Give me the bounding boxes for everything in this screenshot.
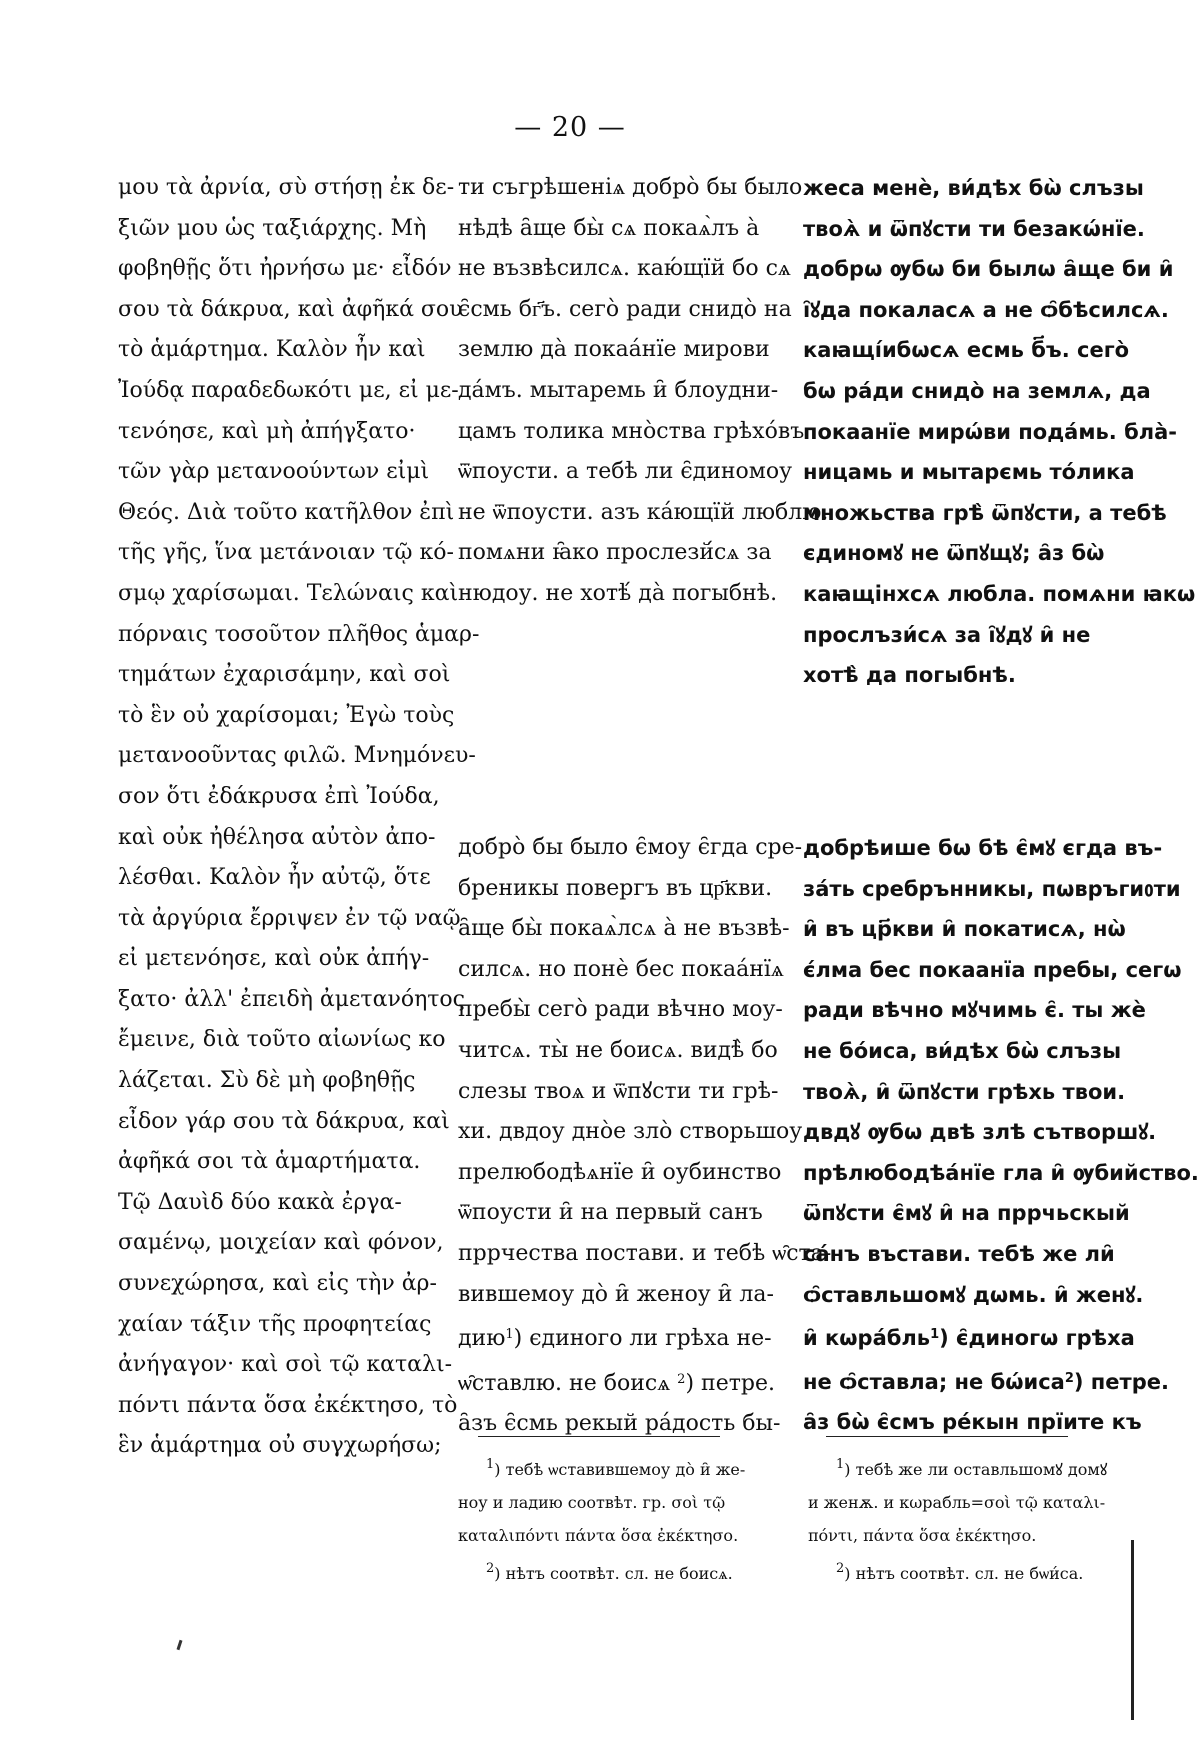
slavonic-a-line: силсѧ. но понѐ бес покаа́нїѧ — [458, 956, 784, 982]
slavonic-a-line: прелюбодѣѧнїе и̑ оубинство — [458, 1159, 782, 1185]
slavonic-b-line: ницамь и мытарємь то́лика — [803, 460, 1135, 485]
footnote-1 — [808, 1448, 1140, 1486]
footnote-divider — [826, 1436, 1068, 1437]
greek-line: φοβηθῇς ὅτι ἠρνήσω με· εἶδόν — [118, 256, 452, 282]
footnotes-b — [808, 1448, 1140, 1590]
greek-line: ἔμεινε, διὰ τοῦτο αἰωνίως κο — [118, 1027, 446, 1053]
slavonic-a-line: хи. двдоу дно̀е зло̀ створьшоу. — [458, 1119, 810, 1145]
greek-line: λάζεται. Σὺ δὲ μὴ φοβηθῇς — [118, 1068, 416, 1094]
slavonic-b-word: ) петре. — [1073, 1369, 1169, 1394]
footnote-number: 2 — [836, 1561, 845, 1576]
slavonic-a-line: пребы̀ сего̀ ради вѣчно моу- — [458, 997, 783, 1023]
greek-line: εἰ μετενόησε, καὶ οὐκ ἀπήγ- — [118, 946, 430, 972]
slavonic-a-line: читсѧ. ты̀ не боисѧ. видѣ̀ бо — [458, 1037, 778, 1063]
slavonic-b-line — [803, 1315, 1133, 1359]
slavonic-b-line — [803, 1359, 1169, 1403]
greek-column — [118, 168, 480, 1467]
slavonic-a-line: землю да̀ покаа́нїе мирови — [458, 337, 770, 363]
greek-line: ἀνήγαγον· καὶ σοὶ τῷ καταλι- — [118, 1352, 453, 1378]
greek-line: ξιῶν μου ὡς ταξιάρχης. Μὴ — [118, 215, 427, 241]
footnotes-a — [458, 1448, 788, 1590]
greek-line: μου τὰ ἀρνία, σὺ στήσῃ ἐκ δε- — [118, 175, 455, 200]
footnote-continuation: πόντι, πάντα ὅσα ἐκέκτησο. — [808, 1526, 1037, 1545]
greek-line: σαμένῳ, μοιχείαν καὶ φόνον, — [118, 1230, 444, 1256]
footnote-number: 2 — [486, 1561, 495, 1576]
slavonic-b-word: ) є̑диногѡ грѣха — [939, 1326, 1135, 1351]
greek-line: τενόησε, καὶ μὴ ἀπήγξατο· — [118, 418, 416, 444]
slavonic-b-line: ѿпꙋсти є̑мꙋ и̑ на пррчьскый — [803, 1201, 1130, 1226]
footnote-number: 1 — [486, 1457, 495, 1472]
slavonic-a-line: є̑смь бг҃ъ. сего̀ ради снидо̀ на — [458, 296, 792, 322]
greek-line: ἓν ἁμάρτημα οὐ συγχωρήσω; — [118, 1433, 442, 1459]
slavonic-b-line: хотѣ̀ да погыбнѣ. — [803, 663, 1016, 688]
slavonic-b-line: покаанїе мирѡ́ви пода́мь. бла̀- — [803, 419, 1178, 444]
greek-line: λέσθαι. Καλὸν ἦν αὐτῷ, ὅτε — [118, 865, 431, 891]
footnote-text: ) нѣтъ соотвѣт. сл. не боисѧ. — [494, 1564, 733, 1583]
slavonic-a-line: не възвѣсилсѧ. каю́щїй бо сѧ — [458, 256, 791, 282]
footnote-ref-1: 1 — [505, 1327, 514, 1343]
slavonic-b-word: и̑ кѡра́бль — [803, 1326, 931, 1351]
slavonic-b-line: і̑ꙋда покаласѧ а не ѻ̑бѣсилсѧ. — [803, 297, 1169, 322]
greek-line: σμῳ χαρίσωμαι. Τελώναις καὶ — [118, 580, 459, 606]
slavonic-a-line: ти съгрѣшеніѧ добро̀ бы было — [458, 175, 803, 200]
slavonic-a-line: пррчества постави. и тебѣ ѡ̑ста- — [458, 1240, 832, 1266]
slavonic-a-lower-column — [458, 828, 832, 1445]
greek-line: τημάτων ἐχαρισάμην, καὶ σοὶ — [118, 662, 451, 688]
footnote-text: ) нѣтъ соотвѣт. сл. не бѡи́са. — [844, 1564, 1084, 1583]
slavonic-b-line: ради вѣчно мꙋчимь є̑. ты жѐ — [803, 998, 1146, 1023]
greek-line: εἶδον γάρ σου τὰ δάκρυα, καὶ — [118, 1108, 450, 1134]
footnote-number: 1 — [836, 1457, 845, 1472]
slavonic-b-line: за́ть сребрънникы, пωвръгиᲂти — [803, 876, 1181, 901]
greek-line: χαίαν τάξιν τῆς προφητείας — [118, 1311, 432, 1337]
greek-line: ξατο· ἀλλ' ἐπειδὴ ἀμετανόητος — [118, 986, 465, 1012]
slavonic-b-line: каꙗщі́ибѡсѧ есмь б҃ъ. сего̀ — [803, 338, 1130, 363]
slavonic-b-line: ѻ̑ставльшомꙋ дѡмь. и̑ женꙋ. — [803, 1282, 1144, 1307]
footnote-2 — [808, 1552, 1140, 1590]
slavonic-b-line: жеса менѐ, ви́дѣх бѡ̀ слъзы — [803, 176, 1144, 200]
slavonic-a-line: вившемоу до̀ и̑ женоу и̑ ла- — [458, 1281, 774, 1307]
greek-line: καὶ οὐκ ἠθέλησα αὐτὸν ἀπο- — [118, 824, 436, 850]
footnote-divider — [478, 1436, 720, 1437]
slavonic-b-line: прѣлюбодѣа́нїе гла и̑ ѹбийство. — [803, 1160, 1199, 1185]
slavonic-b-line: множьства грѣ̀ ѿпꙋсти, а тебѣ — [803, 500, 1167, 525]
slavonic-b-line: каꙗщінхсѧ любла. помѧни ꙗкѡ — [803, 581, 1196, 606]
slavonic-b-line: єдиномꙋ не ѿпꙋщꙋ; а̑з бѡ̀ — [803, 541, 1105, 566]
greek-line: Ἰούδᾳ παραδεδωκότι με, εἰ με- — [118, 377, 459, 403]
slavonic-a-line: помѧни ꙗ̑ко прослезй́сѧ за — [458, 540, 772, 566]
slavonic-b-line: двдꙋ ѹбѡ двѣ злѣ сътворшꙋ. — [803, 1120, 1157, 1145]
slavonic-a-line: да́мъ. мытаремь и̑ блоудни- — [458, 377, 779, 403]
slavonic-b-line: прослъзи́сѧ за і̑ꙋдꙋ и̑ не — [803, 622, 1091, 647]
slavonic-b-line: бѡ ра́ди снидо̀ на землѧ, да — [803, 378, 1151, 403]
footnote-1 — [458, 1448, 788, 1486]
greek-line: πόντι πάντα ὅσα ἐκέκτησο, τὸ — [118, 1392, 458, 1418]
slavonic-b-line: не бо́иса, ви́дѣх бѡ̀ слъзы — [803, 1038, 1122, 1063]
slavonic-a-line — [458, 1360, 778, 1405]
footnote-ref-1: 1 — [930, 1327, 940, 1343]
footnote-text: ) тебѣ же ли оставльшомꙋ домꙋ — [844, 1460, 1108, 1479]
ink-speck — [177, 1640, 183, 1650]
slavonic-a-line: не ѿпоусти. азъ ка́ющїй люблю. — [458, 499, 829, 525]
greek-line: τῶν γὰρ μετανοούντων εἰμὶ — [118, 459, 430, 485]
slavonic-b-line: твоѧ̀, и̑ ѿпꙋсти грѣхь твои. — [803, 1079, 1126, 1104]
slavonic-a-line: а̑ще бы̀ покаѧ̀лсѧ а̀ не възвѣ- — [458, 916, 790, 942]
slavonic-a-line: нѣдѣ а̑ще бы̀ сѧ покаѧ̀лъ а̀ — [458, 215, 760, 241]
greek-line: τὸ ἁμάρτημα. Καλὸν ἦν καὶ — [118, 337, 426, 363]
footnote-continuation: ноу и ладию соотвѣт. гр. σοὶ τῷ — [458, 1493, 726, 1512]
page-edge-mark — [1131, 1540, 1134, 1720]
slavonic-b-line: твоѧ̀ и ѿпꙋсти ти безакѡ́нїе. — [803, 216, 1145, 241]
slavonic-b-line: добрѡ ѹбѡ би былѡ а̑ще би и̑ — [803, 257, 1174, 282]
greek-line: μετανοοῦντας φιλῶ. Μνημόνευ- — [118, 743, 476, 769]
slavonic-a-line: слезы твоѧ и ѿпꙋсти ти грѣ- — [458, 1078, 779, 1104]
greek-line: Τῷ Δαυὶδ δύο κακὰ ἐργα- — [118, 1189, 402, 1215]
greek-line: τὰ ἀργύρια ἔρριψεν ἐν τῷ ναῷ — [118, 905, 461, 931]
slavonic-a-line: цамъ толика мно̀ства грѣхо́въ — [458, 418, 805, 444]
slavonic-a-upper-column — [458, 168, 829, 615]
slavonic-a-line: бреникы повергъ въ цр҃кви. — [458, 875, 773, 901]
slavonic-a-word: дию — [458, 1326, 506, 1352]
greek-line: σου τὰ δάκρυα, καὶ ἀφῆκά σου — [118, 296, 463, 322]
slavonic-b-lower-column — [803, 828, 1199, 1443]
greek-line: ἀφῆκά σοι τὰ ἁμαρτήματα. — [118, 1149, 421, 1175]
slavonic-a-line: добро̀ бы было є̑моу є̑гда сре- — [458, 835, 803, 860]
page-number: — 20 — — [514, 112, 626, 143]
footnote-continuation: καταλιπόντι πάντα ὅσα ἐκέκτησο. — [458, 1526, 739, 1545]
footnote-2 — [458, 1552, 788, 1590]
footnote-continuation: и женѫ. и кωрабль=σοὶ τῷ καταλι- — [808, 1493, 1106, 1512]
slavonic-b-line: добрѣише бѡ бѣ є̑мꙋ єгда въ- — [803, 836, 1163, 860]
greek-line: σον ὅτι ἐδάκρυσα ἐπὶ Ἰούδα, — [118, 783, 440, 809]
slavonic-a-line: ѿпоусти и̑ на первый санъ — [458, 1200, 763, 1226]
greek-line: πόρναις τοσοῦτον πλῆθος ἁμαρ- — [118, 621, 480, 647]
slavonic-a-line — [458, 1315, 778, 1360]
footnote-ref-2: 2 — [1064, 1370, 1074, 1386]
greek-line: τῆς γῆς, ἵνα μετάνοιαν τῷ κό- — [118, 540, 454, 566]
slavonic-b-upper-column — [803, 168, 1196, 696]
footnote-text: ) тебѣ ѡставившемоу до̀ и̑ же- — [494, 1460, 746, 1479]
greek-line: τὸ ἓν οὐ χαρίσομαι; Ἐγὼ τοὺς — [118, 702, 455, 728]
footnote-ref-2: 2 — [677, 1371, 686, 1387]
slavonic-b-line: а̑з бѡ̀ є̑смъ ре́кын прїите къ — [803, 1410, 1142, 1435]
slavonic-a-line: а̑зъ є̑смь рекый ра́дость бы- — [458, 1411, 781, 1437]
greek-line: συνεχώρησα, καὶ εἰς τὴν ἀρ- — [118, 1271, 437, 1297]
slavonic-a-line: нюдоу. не хотѣ́ да̀ погыбнѣ. — [458, 580, 778, 606]
slavonic-a-word: ѡ̑ставлю. не боисѧ — [458, 1370, 671, 1396]
slavonic-b-line: є́лма бес покаанїа пребы, сегѡ — [803, 957, 1182, 982]
slavonic-b-line: и̑ въ цр҃кви и̑ покатисѧ, нѡ̀ — [803, 917, 1126, 942]
slavonic-b-word: не ѻ̑ставла; не бѡ́иса — [803, 1369, 1065, 1394]
slavonic-b-line: са́нъ въстави. тебѣ же ли̑ — [803, 1241, 1115, 1266]
slavonic-a-word: ) петре. — [685, 1370, 775, 1396]
slavonic-a-line: ѿпоусти. а тебѣ ли є̑диномоу — [458, 459, 793, 485]
slavonic-a-word: ) єдиного ли грѣха не- — [513, 1326, 772, 1352]
greek-line: Θεός. Διὰ τοῦτο κατῆλθον ἐπὶ — [118, 499, 455, 525]
